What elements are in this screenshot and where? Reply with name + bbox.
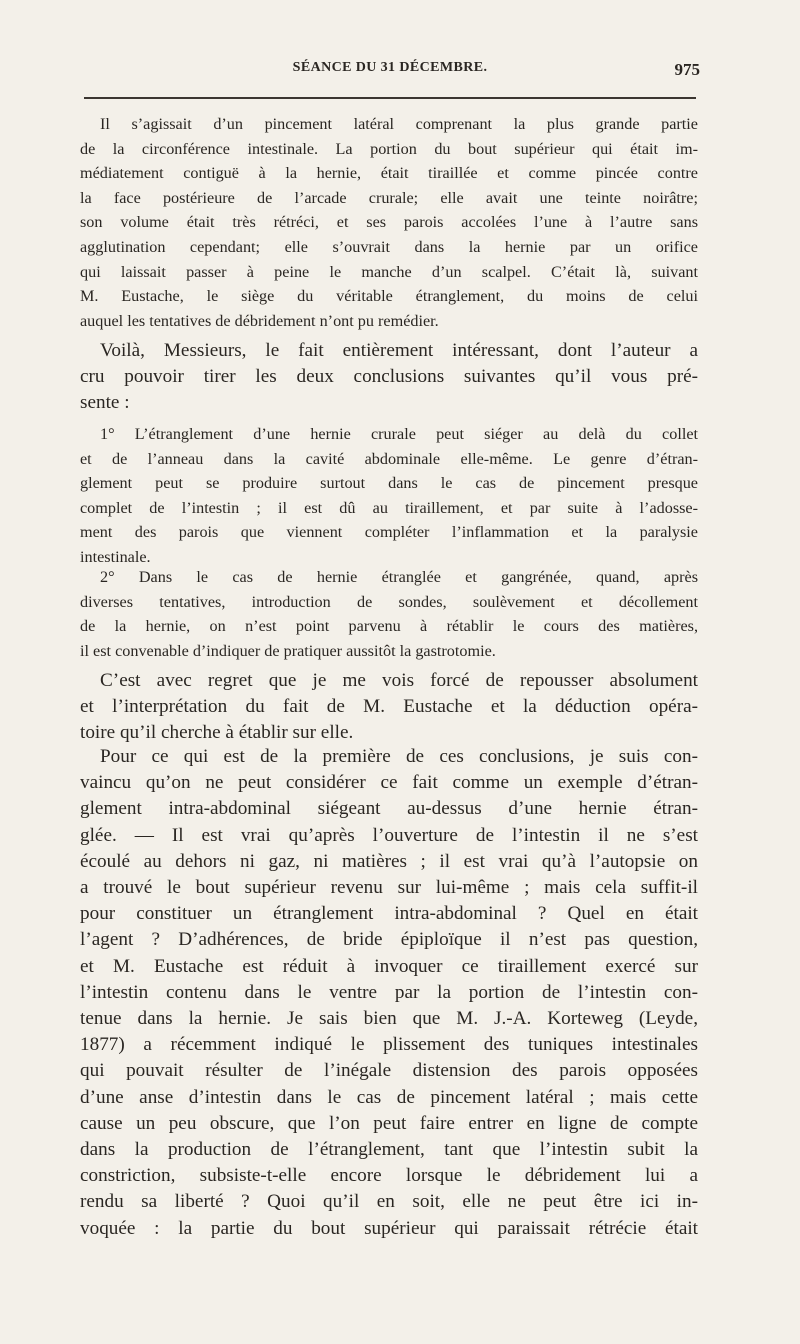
text-line: qui pouvait résulter de l’inégale distension des parois opposées <box>80 1060 698 1082</box>
text-line: rendu sa liberté ? Quoi qu’il en soit, elle ne peut être ici in- <box>80 1191 698 1213</box>
header-rule <box>84 97 696 99</box>
text-line: glement intra-abdominal siégeant au-dessus d’une hernie étran- <box>80 798 698 820</box>
text-line: 1877) a récemment indiqué le plissement des tuniques intestinales <box>80 1034 698 1056</box>
text-line: a trouvé le bout supérieur revenu sur lui-même ; mais cela suffit-il <box>80 877 698 899</box>
paragraph-rebuttal-intro <box>80 668 698 747</box>
text-line: cru pouvoir tirer les deux conclusions suivantes qu’il vous pré- <box>80 366 698 388</box>
text-line: qui laissait passer à peine le manche d’un scalpel. C’était là, suivant <box>80 262 698 281</box>
text-line: il est convenable d’indiquer de pratiquer aussitôt la gastrotomie. <box>80 641 496 660</box>
paragraph-conclusions-intro <box>80 338 698 417</box>
text-line: Pour ce qui est de la première de ces conclusions, je suis con- <box>100 746 698 767</box>
text-line: de la circonférence intestinale. La portion du bout supérieur qui était im- <box>80 139 698 158</box>
text-line: glement peut se produire surtout dans le cas de pincement presque <box>80 474 698 493</box>
text-line: dans la production de l’étranglement, tant que l’intestin subit la <box>80 1139 698 1161</box>
text-line: de la hernie, on n’est point parvenu à rétablir le cours des matières, <box>80 617 698 636</box>
text-line: et de l’anneau dans la cavité abdominale elle-même. Le genre d’étran- <box>80 449 698 468</box>
page-number: 975 <box>674 60 700 79</box>
paragraph-case-description <box>80 112 698 333</box>
text-line: intestinale. <box>80 547 151 566</box>
text-line: écoulé au dehors ni gaz, ni matières ; il est vrai qu’à l’autopsie on <box>80 850 698 872</box>
text-line: glée. — Il est vrai qu’après l’ouverture de l’intestin il ne s’est <box>80 824 698 846</box>
text-line: et M. Eustache est réduit à invoquer ce tiraillement exercé sur <box>80 955 698 977</box>
text-line: 1° L’étranglement d’une hernie crurale peut siéger au delà du collet <box>100 425 698 443</box>
text-line: C’est avec regret que je me vois forcé de repousser absolument <box>100 670 698 691</box>
text-line: agglutination cependant; elle s’ouvrait dans la hernie par un orifice <box>80 237 698 256</box>
text-line: ment des parois que viennent compléter l’inflammation et la paralysie <box>80 523 698 542</box>
text-line: son volume était très rétréci, et ses parois accolées l’une à l’autre sans <box>80 213 698 232</box>
paragraph-conclusion-2 <box>80 565 698 663</box>
running-head <box>80 60 700 84</box>
text-line: vaincu qu’on ne peut considérer ce fait comme un exemple d’étran- <box>80 772 698 794</box>
paragraph-first-conclusion-discussion <box>80 744 698 1242</box>
text-line: l’intestin contenu dans le ventre par la portion de l’intestin con- <box>80 981 698 1003</box>
text-line: et l’interprétation du fait de M. Eustache et la déduction opéra- <box>80 696 698 718</box>
text-line: toire qu’il cherche à établir sur elle. <box>80 722 354 744</box>
text-line: pour constituer un étranglement intra-abdominal ? Quel en était <box>80 903 698 925</box>
text-line: Il s’agissait d’un pincement latéral comprenant la plus grande partie <box>100 115 698 133</box>
text-line: la face postérieure de l’arcade crurale; elle avait une teinte noirâtre; <box>80 188 698 207</box>
text-line: constriction, subsiste-t-elle encore lorsque le débridement lui a <box>80 1165 698 1187</box>
text-line: sente : <box>80 392 130 414</box>
text-line: cause un peu obscure, que l’on peut faire entrer en ligne de compte <box>80 1112 698 1134</box>
paragraph-conclusion-1 <box>80 422 698 570</box>
text-line: 2° Dans le cas de hernie étranglée et gangrénée, quand, après <box>100 568 698 586</box>
text-line: diverses tentatives, introduction de sondes, soulèvement et décollement <box>80 592 698 611</box>
text-line: d’une anse d’intestin dans le cas de pincement latéral ; mais cette <box>80 1086 698 1108</box>
text-line: auquel les tentatives de débridement n’ont pu remédier. <box>80 311 439 330</box>
running-title: SÉANCE DU 31 DÉCEMBRE. <box>292 60 488 75</box>
text-line: complet de l’intestin ; il est dû au tiraillement, et par suite à l’adosse- <box>80 498 698 517</box>
text-line: M. Eustache, le siège du véritable étranglement, du moins de celui <box>80 287 698 306</box>
text-line: voquée : la partie du bout supérieur qui paraissait rétrécie était <box>80 1217 698 1239</box>
text-line: l’agent ? D’adhérences, de bride épiploïque il n’est pas question, <box>80 929 698 951</box>
text-line: Voilà, Messieurs, le fait entièrement intéressant, dont l’auteur a <box>100 340 698 361</box>
text-line: tenue dans la hernie. Je sais bien que M. J.-A. Korteweg (Leyde, <box>80 1008 698 1030</box>
text-line: médiatement contiguë à la hernie, était tiraillée et comme pincée contre <box>80 164 698 183</box>
